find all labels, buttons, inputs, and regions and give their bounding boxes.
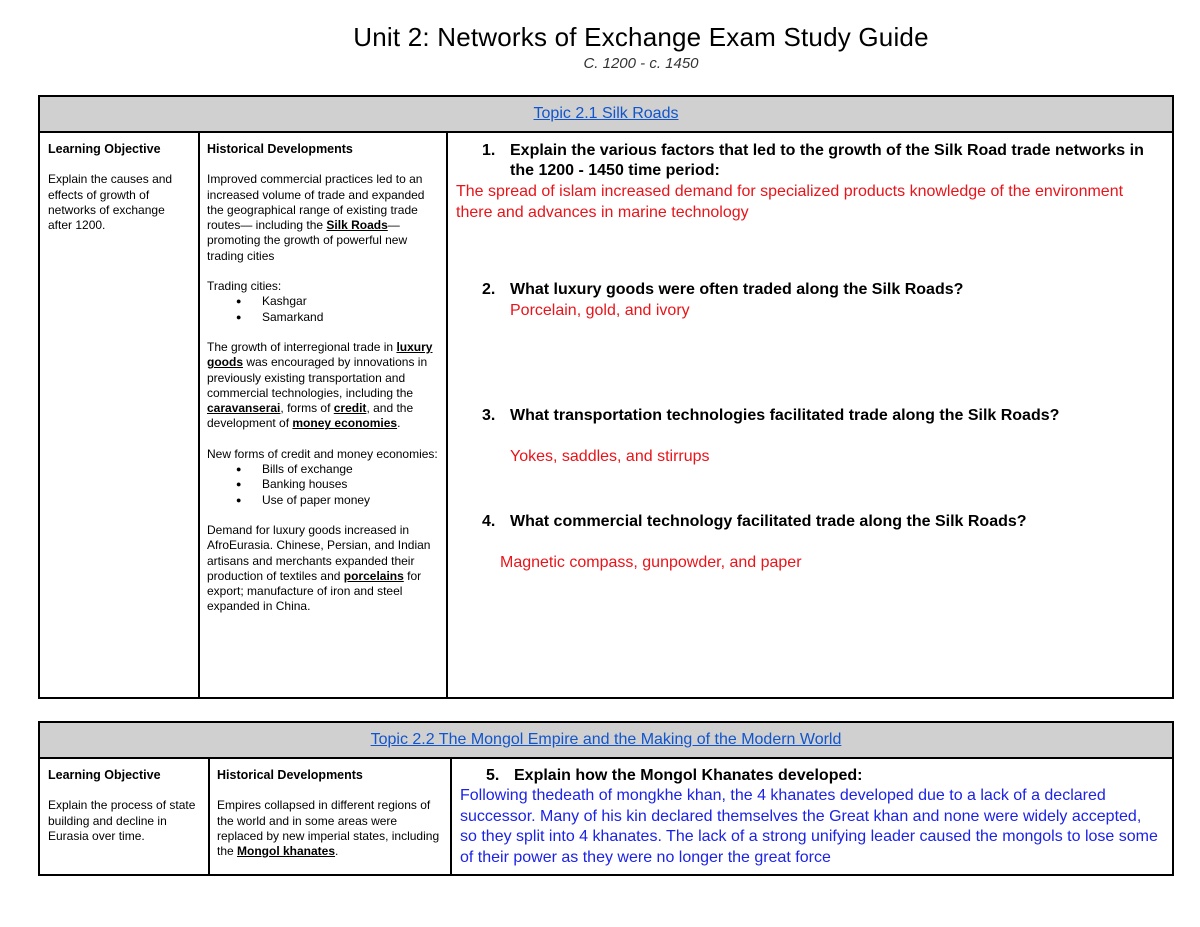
topic-2-1-table <box>38 95 1174 699</box>
key-term: caravanserai <box>207 401 281 416</box>
list-item: ● Use of paper money <box>262 493 440 508</box>
question-3: 3. What transportation technologies facilitated trade along the Silk Roads? <box>482 407 1060 424</box>
topic-2-2-table <box>38 721 1174 876</box>
learning-objective-heading: Learning Objective <box>48 768 161 782</box>
topic-2-1-title-link[interactable]: Topic 2.1 Silk Roads <box>533 105 679 122</box>
list-item: ● Banking houses <box>262 477 440 492</box>
trading-cities-label: Trading cities: <box>207 279 282 294</box>
question-1: 1. Explain the various factors that led to the growth of the Silk Road trade networks in the 1200 - 1450 time period: <box>482 142 1144 179</box>
key-term: credit <box>333 401 367 416</box>
learning-objective-cell <box>39 758 209 875</box>
key-term: porcelains <box>343 568 404 583</box>
questions-cell <box>451 758 1173 875</box>
development-paragraph: Empires collapsed in different regions of the world and in some areas were replaced by new imperial states, including the Mongol khanates. <box>217 798 440 859</box>
learning-objective-text: Explain the process of state building and decline in Eurasia over time. <box>48 798 196 843</box>
question-5: 5. Explain how the Mongol Khanates developed: <box>486 767 863 784</box>
development-paragraph: Improved commercial practices led to an increased volume of trade and expanded the geographical range of existing trade routes— including the Silk Roads—promoting the growth of powerful new trading cities <box>207 172 425 263</box>
key-term: Mongol khanates <box>237 844 336 859</box>
development-paragraph: The growth of interregional trade in luxury goods was encouraged by innovations in previously existing transportation and commercial technologies, including the caravanserai, forms of credit, and the development of money economies. <box>207 339 433 431</box>
answer-3: Yokes, saddles, and stirrups <box>510 448 710 465</box>
page-title: Unit 2: Networks of Exchange Exam Study Guide <box>353 22 929 52</box>
key-term: luxury goods <box>207 339 433 370</box>
key-term: money economies <box>292 416 398 431</box>
answer-5: Following thedeath of mongkhe khan, the 4 khanates developed due to a lack of a declared successor. Many of his kin declared themselves the Great khan and none were widely accepted, so they split into 4 khanates. The lack of a strong unifying leader caused the mongols to lose some of their power as they were no longer the great force <box>460 787 1158 866</box>
topic-2-2-header <box>39 722 1173 758</box>
key-term: Silk Roads <box>326 218 388 233</box>
list-item: ● Samarkand <box>262 310 440 325</box>
question-block-3 <box>456 406 1162 512</box>
credit-block <box>207 447 440 508</box>
credit-label: New forms of credit and money economies: <box>207 446 438 461</box>
topic-2-2-title-link[interactable]: Topic 2.2 The Mongol Empire and the Making of the Modern World <box>370 731 842 748</box>
question-2: 2. What luxury goods were often traded along the Silk Roads? <box>482 281 964 298</box>
answer-2: Porcelain, gold, and ivory <box>510 302 690 319</box>
development-paragraph: Demand for luxury goods increased in AfroEurasia. Chinese, Persian, and Indian artisans and merchants expanded their production of textiles and porcelains for export; manufacture of iron and steel expanded in China. <box>207 522 431 614</box>
question-block-1 <box>456 141 1162 280</box>
historical-developments-cell <box>209 758 451 875</box>
answer-1: The spread of islam increased demand for specialized products knowledge of the environment there and advances in marine technology <box>456 183 1124 221</box>
question-4: 4. What commercial technology facilitated trade along the Silk Roads? <box>482 513 1027 530</box>
learning-objective-cell <box>39 132 199 698</box>
answer-4: Magnetic compass, gunpowder, and paper <box>500 554 802 571</box>
historical-developments-heading: Historical Developments <box>207 142 353 156</box>
list-item: ● Kashgar <box>262 294 440 309</box>
historical-developments-cell <box>199 132 447 698</box>
historical-developments-heading: Historical Developments <box>217 768 363 782</box>
question-block-2 <box>456 280 1162 406</box>
learning-objective-heading: Learning Objective <box>48 142 161 156</box>
trading-cities-block <box>207 279 440 325</box>
question-block-4 <box>456 512 1162 573</box>
list-item: ● Bills of exchange <box>262 462 440 477</box>
questions-cell <box>447 132 1173 698</box>
learning-objective-text: Explain the causes and effects of growth of networks of exchange after 1200. <box>48 172 173 233</box>
page-subtitle: C. 1200 - c. 1450 <box>583 55 699 72</box>
topic-2-1-header <box>39 96 1173 132</box>
